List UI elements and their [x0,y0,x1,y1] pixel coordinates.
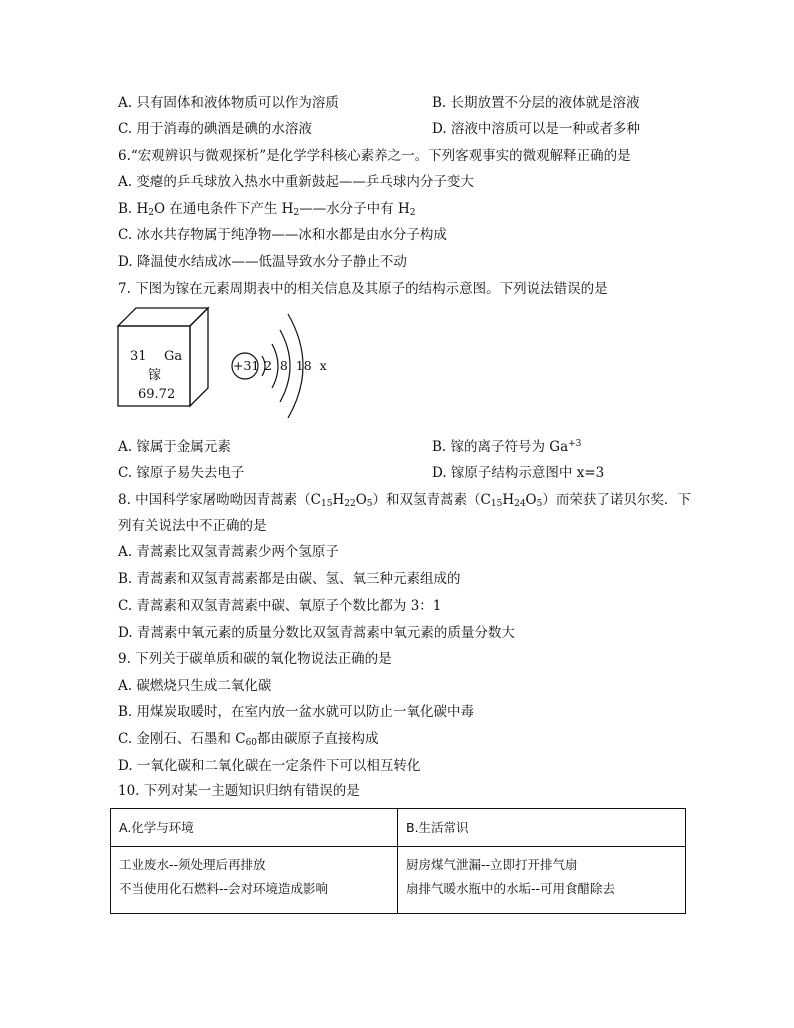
q5-option-b: B. 长期放置不分层的液体就是溶液 [432,95,640,111]
q9-stem: 9. 下列关于碳单质和碳的氧化物说法正确的是 [118,651,392,667]
list-item: 厨房煤气泄漏--立即打开排气扇 [406,857,578,872]
q8-stem-continued: 列有关说法中不正确的是 [118,518,267,534]
table-cell-a [111,847,398,914]
q8-option-d: D. 青蒿素中氧元素的质量分数比双氢青蒿素中氧元素的质量分数大 [118,625,515,641]
q6-stem: 6.“宏观辨识与微观探析”是化学学科核心素养之一。下列客观事实的微观解释正确的是 [118,148,631,164]
list-item: 扇排气暖水瓶中的水垢--可用食醋除去 [406,881,616,896]
knowledge-table [110,808,686,914]
atomic-number: 31 [130,349,147,364]
q9-option-b: B. 用煤炭取暖时，在室内放一盆水就可以防止一氧化碳中毒 [118,704,475,720]
list-item: 不当使用化石燃料--会对环境造成影响 [119,881,329,896]
q6-option-a: A. 变瘪的乒乓球放入热水中重新鼓起——乒乓球内分子变大 [118,174,474,190]
q10-stem: 10. 下列对某一主题知识归纳有错误的是 [118,783,360,799]
table-header-row [111,809,686,847]
q5-option-a: A. 只有固体和液体物质可以作为溶质 [118,95,339,111]
q7-option-a: A. 镓属于金属元素 [118,439,231,455]
q8-option-a: A. 青蒿素比双氢青蒿素少两个氢原子 [118,544,339,560]
q7-option-d: D. 镓原子结构示意图中 x=3 [432,465,605,481]
table-row [111,847,686,914]
table-header-b: B.生活常识 [398,809,686,847]
table-header-a: A.化学与环境 [111,809,398,847]
q7-option-b: B. 镓的离子符号为 $Ga^{+3}$ [432,439,582,455]
q9-option-c: C. 金刚石、石墨和 $C_{60}$都由碳原子直接构成 [118,731,379,748]
q7-option-c: C. 镓原子易失去电子 [118,465,245,481]
q9-option-d: D. 一氧化碳和二氧化碳在一定条件下可以相互转化 [118,758,421,774]
q9-option-a: A. 碳燃烧只生成二氧化碳 [118,678,272,694]
q7-stem: 7. 下图为镓在元素周期表中的相关信息及其原子的结构示意图。下列说法错误的是 [118,281,608,297]
element-symbol: Ga [164,349,183,364]
q8-option-c: C. 青蒿素和双氢青蒿素中碳、氧原子个数比都为 3：1 [118,598,442,614]
q6-option-c: C. 冰水共存物属于纯净物——冰和水都是由水分子构成 [118,227,447,243]
table-cell-b [398,847,686,914]
q6-option-b: B. $H_2O$ 在通电条件下产生 $H_2——$水分子中有 $H_2$ [118,201,416,218]
nucleus-charge: +31 [233,358,260,373]
shell-electrons: 2 8 18 x [264,358,327,373]
q8-stem: 8. 中国科学家屠呦呦因青蒿素$(C_{15}H_{22}O_5)$和双氢青蒿素$(C_{15}H_{24}O_5)$而荣获了诺贝尔奖．下 [118,492,691,509]
element-name: 镓 [148,368,162,383]
q5-option-c: C. 用于消毒的碘酒是碘的水溶液 [118,121,312,137]
q8-option-b: B. 青蒿素和双氢青蒿素都是由碳、氢、氧三种元素组成的 [118,571,461,587]
atomic-mass: 69.72 [138,387,176,402]
q6-option-d: D. 降温使水结成冰——低温导致水分子静止不动 [118,254,407,270]
q5-option-d: D. 溶液中溶质可以是一种或者多种 [432,121,640,137]
list-item: 工业废水--须处理后再排放 [119,857,266,872]
